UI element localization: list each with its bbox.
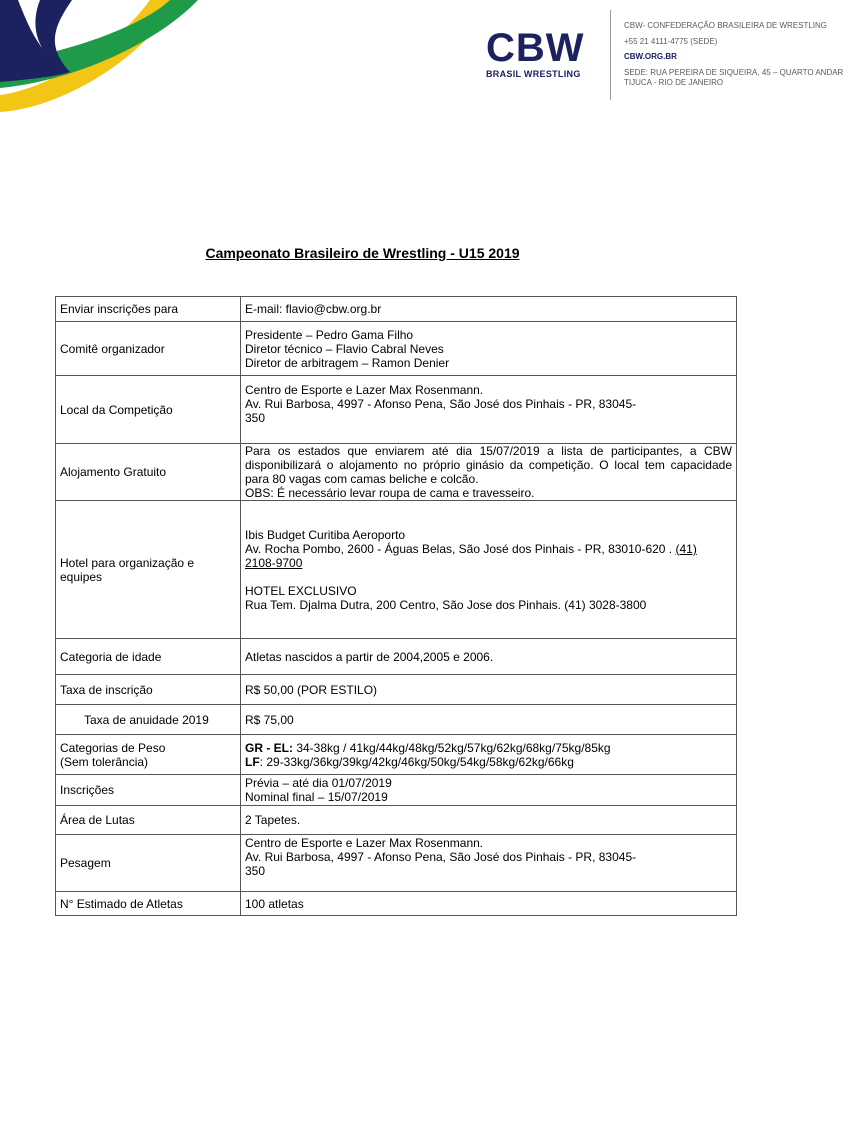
taxa-value: R$ 50,00 (POR ESTILO) — [241, 675, 737, 705]
peso-label-line2: (Sem tolerância) — [60, 754, 149, 769]
inscricoes-line: Prévia – até dia 01/07/2019 — [245, 776, 392, 790]
area-value: 2 Tapetes. — [241, 806, 737, 835]
table-row-comite — [56, 322, 737, 376]
row-label: Enviar inscrições para — [56, 297, 241, 322]
hotel1-phone-link[interactable]: (41) — [675, 541, 697, 556]
peso-label-line1: Categorias de Peso — [60, 740, 166, 755]
table-row-categoria — [56, 639, 737, 675]
table-row-peso — [56, 735, 737, 775]
peso-lf-prefix: LF — [245, 754, 260, 769]
local-line: Av. Rui Barbosa, 4997 - Afonso Pena, São José dos Pinhais - PR, 83045- — [245, 397, 637, 411]
hotel1-name: Ibis Budget Curitiba Aeroporto — [245, 527, 406, 542]
row-label: Local da Competição — [56, 376, 241, 444]
categoria-value: Atletas nascidos a partir de 2004,2005 e 2006. — [241, 639, 737, 675]
pesagem-line: Av. Rui Barbosa, 4997 - Afonso Pena, São José dos Pinhais - PR, 83045- — [245, 850, 637, 864]
hotel2-address: Rua Tem. Djalma Dutra, 200 Centro, São Jose dos Pinhais. (41) 3028-3800 — [245, 597, 647, 612]
table-row-area — [56, 806, 737, 835]
row-label: Inscrições — [56, 775, 241, 806]
table-row-anuidade — [56, 705, 737, 735]
contact-phone: +55 21 4111-4775 (SEDE) — [624, 36, 718, 46]
pesagem-line: 350 — [245, 864, 266, 878]
row-label: Categoria de idade — [56, 639, 241, 675]
table-row-email — [56, 297, 737, 322]
table-row-inscricoes — [56, 775, 737, 806]
event-info-table — [55, 296, 737, 916]
alojamento-text: Para os estados que enviarem até dia 15/07/2019 a lista de participantes, a CBW disponibilizará o alojamento no próprio ginásio da competição. O local tem capacidade para 80 vagas com camas beliche e colcão. — [245, 444, 732, 486]
alojamento-obs: OBS: É necessário levar roupa de cama e travesseiro. — [245, 486, 535, 500]
row-label: Taxa de inscrição — [56, 675, 241, 705]
row-label — [56, 705, 241, 735]
hotel2-name: HOTEL EXCLUSIVO — [245, 583, 357, 598]
hotel1-phone-link-continued[interactable]: 2108-9700 — [245, 555, 303, 570]
row-label: N° Estimado de Atletas — [56, 892, 241, 916]
hotel-value — [241, 501, 737, 639]
peso-lf-line — [245, 755, 732, 769]
peso-lf-value: : 29-33kg/36kg/39kg/42kg/46kg/50kg/54kg/58kg/62kg/66kg — [259, 754, 574, 769]
local-line: Centro de Esporte e Lazer Max Rosenmann. — [245, 383, 484, 397]
atletas-value: 100 atletas — [241, 892, 737, 916]
brand-swoosh-graphic — [0, 0, 200, 115]
table-row-alojamento — [56, 444, 737, 501]
row-label: Hotel para organização e equipes — [56, 501, 241, 639]
contact-address-line1: SEDE: RUA PEREIRA DE SIQUEIRA, 45 – QUARTO ANDAR — [624, 67, 843, 77]
comite-line: Presidente – Pedro Gama Filho — [245, 327, 414, 342]
hotel1-address: Av. Rocha Pombo, 2600 - Águas Belas, São José dos Pinhais - PR, 83010-620 . — [245, 541, 676, 556]
row-label: Alojamento Gratuito — [56, 444, 241, 501]
comite-line: Diretor técnico – Flavio Cabral Neves — [245, 341, 444, 356]
local-value — [241, 376, 737, 444]
row-label: Área de Lutas — [56, 806, 241, 835]
hotel1-address-line — [245, 542, 732, 556]
table-row-local — [56, 376, 737, 444]
row-label — [56, 735, 241, 775]
anuidade-label: Taxa de anuidade 2019 — [84, 712, 209, 727]
cbw-logo — [486, 28, 596, 79]
table-row-taxa — [56, 675, 737, 705]
header-divider — [610, 10, 611, 100]
inscricoes-value — [241, 775, 737, 806]
table-row-hotel — [56, 501, 737, 639]
peso-gr-line — [245, 741, 732, 755]
contact-block — [624, 21, 843, 89]
contact-address-line2: TIJUCA - RIO DE JANEIRO — [624, 78, 724, 87]
logo-letters: CBW — [486, 26, 585, 70]
hotel-spacer — [245, 570, 732, 584]
contact-website[interactable]: CBW.ORG.BR — [624, 52, 677, 61]
pesagem-value — [241, 835, 737, 892]
comite-line: Diretor de arbitragem – Ramon Denier — [245, 355, 450, 370]
contact-name: CBW- CONFEDERAÇÃO BRASILEIRA DE WRESTLING — [624, 21, 827, 30]
alojamento-value — [241, 444, 737, 501]
logo-subtitle: BRASIL WRESTLING — [486, 69, 581, 79]
pesagem-line: Centro de Esporte e Lazer Max Rosenmann. — [245, 836, 484, 850]
table-row-pesagem — [56, 835, 737, 892]
document-title: Campeonato Brasileiro de Wrestling - U15 2019 — [205, 245, 520, 261]
row-label: Comitê organizador — [56, 322, 241, 376]
peso-value — [241, 735, 737, 775]
peso-gr-value: 34-38kg / 41kg/44kg/48kg/52kg/57kg/62kg/68kg/75kg/85kg — [293, 740, 611, 755]
table-row-atletas — [56, 892, 737, 916]
anuidade-value: R$ 75,00 — [241, 705, 737, 735]
peso-gr-prefix: GR - EL: — [245, 740, 293, 755]
comite-value — [241, 322, 737, 376]
row-label: Pesagem — [56, 835, 241, 892]
local-line: 350 — [245, 411, 266, 425]
email-value[interactable]: E-mail: flavio@cbw.org.br — [241, 297, 737, 322]
inscricoes-line: Nominal final – 15/07/2019 — [245, 790, 388, 804]
